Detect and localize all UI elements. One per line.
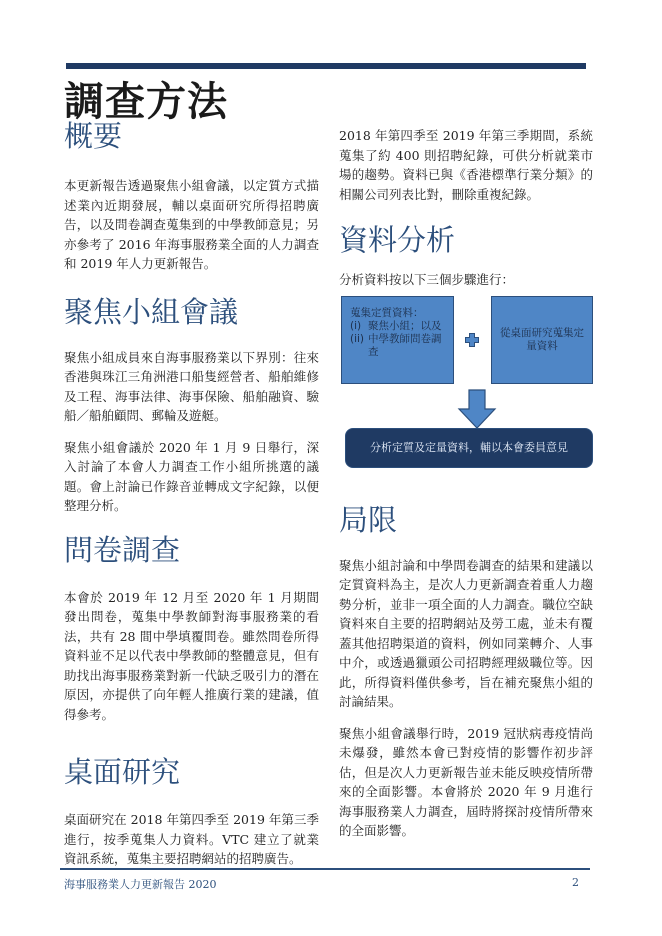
title-rule — [66, 63, 586, 69]
desk-research-heading: 桌面研究 — [64, 755, 181, 789]
focus-group-paragraph-2: 聚焦小組會議於 2020 年 1 月 9 日舉行，深入討論了本會人力調查工作小組所挑選的議題。會上討論已作錄音並轉成文字紀錄，以便整理分析。 — [64, 439, 319, 513]
desk-research-paragraph-1: 桌面研究在 2018 年第四季至 2019 年第三季進行，按季蒐集人力資料。VTC 建立了就業資訊系統，蒐集主要招聘網站的招聘廣告。 — [64, 812, 319, 866]
footer-report-title: 海事服務業人力更新報告 2020 — [64, 878, 217, 891]
analysis-flowchart — [339, 296, 593, 496]
down-arrow-icon — [457, 389, 497, 429]
page-title: 調查方法 — [64, 79, 228, 125]
item-2-text: 中學教師問卷調查 — [368, 332, 442, 358]
right-column — [339, 126, 593, 841]
survey-heading: 問卷調查 — [64, 532, 181, 567]
focus-group-paragraph-1: 聚焦小組成員來自海事服務業以下界別：往來香港與珠江三角洲港口船隻經營者、船舶維修及工程、海事法律、海事保險、船舶融資、驗船／船舶顧問、郵輪及遊艇。 — [64, 349, 319, 423]
survey-paragraph: 本會於 2019 年 12 月至 2020 年 1 月期間發出問卷，蒐集中學教師對海事服務業的看法，共有 28 間中學填覆問卷。雖然問卷所得資料並不足以代表中學教師的整體意見，但有助找出海事服務業對新一代缺乏吸引力的潛在原因，亦提供了向年輕人推廣行業的建議，值得參考。 — [64, 589, 319, 722]
qualitative-box-title: 蒐集定質資料： — [350, 306, 424, 319]
limitations-paragraph-2: 聚焦小組會議舉行時，2019 冠狀病毒疫情尚未爆發，雖然本會已對疫情的影響作初步評估，但是次人力更新報告並未能反映疫情所帶來的全面影響。本會將於 2020 年 9 月進行海事服務業人力調查，屆時將探討疫情所帶來的全面影響。 — [339, 725, 593, 838]
item-1-number: (i) — [350, 319, 362, 332]
desk-research-paragraph-2: 2018 年第四季至 2019 年第三季期間，系統蒐集了約 400 則招聘紀錄，可供分析就業市場的趨勢。資料已與《香港標準行業分類》的相關公司列表比對，刪除重複紀錄。 — [339, 128, 593, 202]
quantitative-data-box: 從桌面研究蒐集定量資料 — [491, 296, 593, 384]
analysis-intro: 分析資料按以下三個步驟進行： — [339, 272, 515, 287]
analysis-heading: 資料分析 — [339, 223, 456, 257]
plus-icon — [465, 333, 479, 347]
limitations-paragraph-1: 聚焦小組討論和中學問卷調查的結果和建議以定質資料為主，是次人力更新調查着重人力趨勢分析，並非一項全面的人力調查。職位空缺資料來自主要的招聘網站及勞工處，並未有覆蓋其他招聘渠道的資料，例如同業轉介、人事中介，或透過獵頭公司招聘經理級職位等。因此，所得資料僅供參考，旨在補充聚焦小組的討論結果。 — [339, 557, 593, 709]
focus-group-heading: 聚焦小組會議 — [64, 294, 239, 329]
page-number: 2 — [572, 876, 579, 889]
overview-heading: 概要 — [64, 119, 123, 153]
item-1-text: 聚焦小組；以及 — [368, 319, 442, 332]
limitations-heading: 局限 — [339, 502, 398, 537]
analysis-result-box: 分析定質及定量資料，輔以本會委員意見 — [345, 428, 593, 468]
qualitative-item-1 — [350, 320, 445, 333]
qualitative-data-box — [341, 296, 454, 384]
footer-rule — [60, 868, 590, 870]
qualitative-item-2 — [350, 333, 445, 359]
overview-paragraph: 本更新報告透過聚焦小組會議，以定質方式描述業內近期發展，輔以桌面研究所得招聘廣告，以及問卷調查蒐集到的中學教師意見；另亦參考了 2016 年海事服務業全面的人力調查和 2019 年人力更新報告。 — [64, 178, 319, 271]
left-column — [64, 118, 319, 869]
item-2-number: (ii) — [350, 332, 365, 345]
